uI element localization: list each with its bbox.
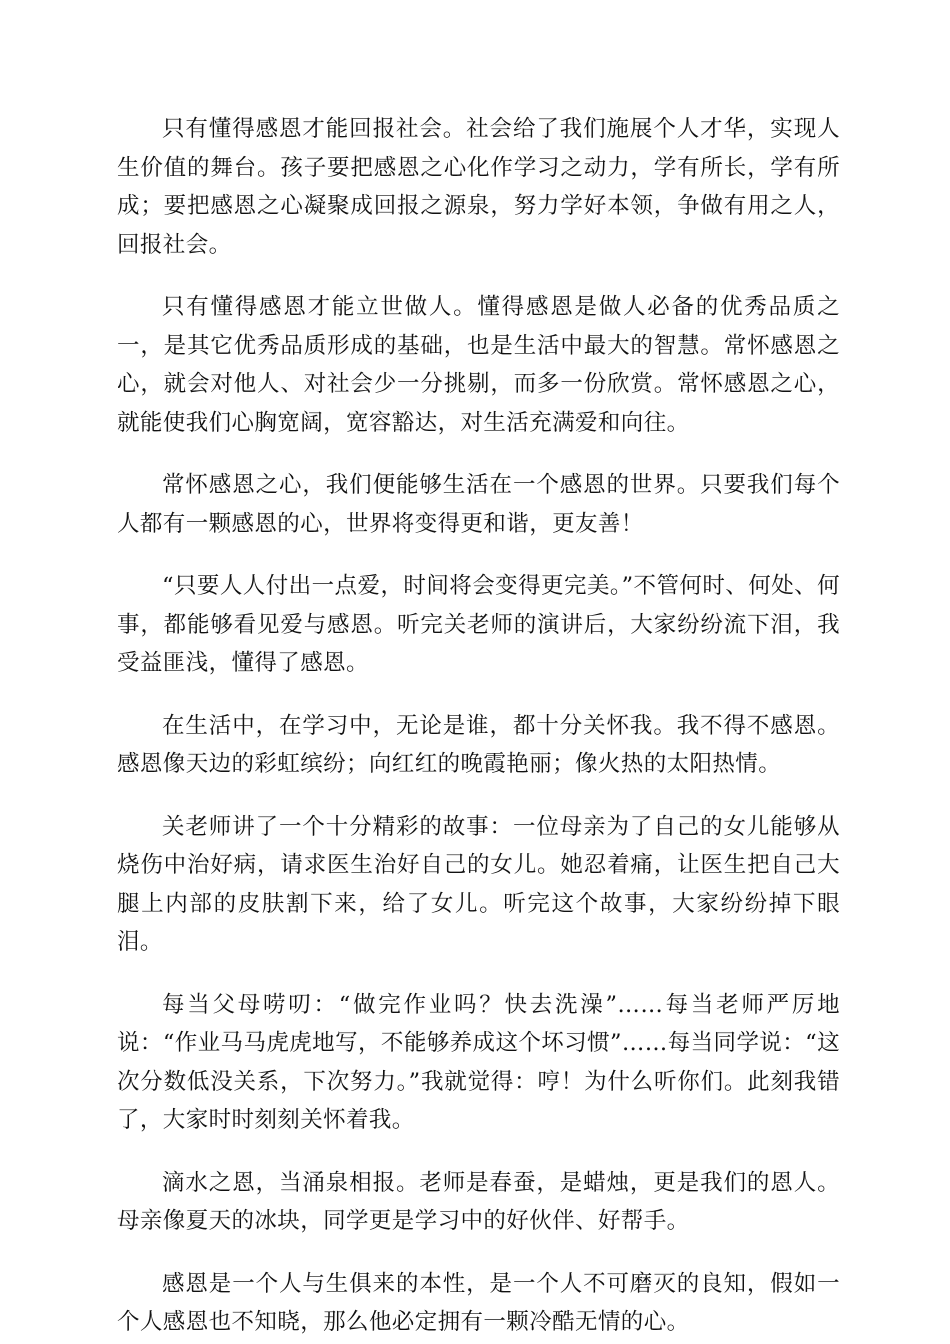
paragraph-2: 只有懂得感恩才能立世做人。懂得感恩是做人必备的优秀品质之一，是其它优秀品质形成的基础，也是生活中最大的智慧。常怀感恩之心，就会对他人、对社会少一分挑剔，而多一份欣赏。常怀感恩之心，就能使我们心胸宽阔，宽容豁达，对生活充满爱和向往。 <box>117 294 840 436</box>
paragraph-5: 在生活中，在学习中，无论是谁，都十分关怀我。我不得不感恩。感恩像天边的彩虹缤纷；向红红的晚霞艳丽；像火热的太阳热情。 <box>117 712 840 777</box>
paragraph-9: 感恩是一个人与生俱来的本性，是一个人不可磨灭的良知，假如一个人感恩也不知晓，那么他必定拥有一颗冷酷无情的心。 <box>117 1270 840 1335</box>
paragraph-3: 常怀感恩之心，我们便能够生活在一个感恩的世界。只要我们每个人都有一颗感恩的心，世界将变得更和谐，更友善！ <box>117 472 840 537</box>
paragraph-8: 滴水之恩，当涌泉相报。老师是春蚕，是蜡烛，更是我们的恩人。母亲像夏天的冰块，同学更是学习中的好伙伴、好帮手。 <box>117 1169 840 1234</box>
paragraph-6: 关老师讲了一个十分精彩的故事：一位母亲为了自己的女儿能够从烧伤中治好病，请求医生治好自己的女儿。她忍着痛，让医生把自己大腿上内部的皮肤割下来，给了女儿。听完这个故事，大家纷纷掉下眼泪。 <box>117 813 840 955</box>
paragraph-4: “只要人人付出一点爱，时间将会变得更完美。”不管何时、何处、何事，都能够看见爱与感恩。听完关老师的演讲后，大家纷纷流下泪，我受益匪浅，懂得了感恩。 <box>117 573 840 676</box>
paragraph-7: 每当父母唠叨：“做完作业吗？快去洗澡”……每当老师严厉地说：“作业马马虎虎地写，不能够养成这个坏习惯”……每当同学说：“这次分数低没关系，下次努力。”我就觉得：哼！为什么听你们。此刻我错了，大家时时刻刻关怀着我。 <box>117 991 840 1133</box>
paragraph-1: 只有懂得感恩才能回报社会。社会给了我们施展个人才华，实现人生价值的舞台。孩子要把感恩之心化作学习之动力，学有所长，学有所成；要把感恩之心凝聚成回报之源泉，努力学好本领，争做有用之人，回报社会。 <box>117 116 840 258</box>
